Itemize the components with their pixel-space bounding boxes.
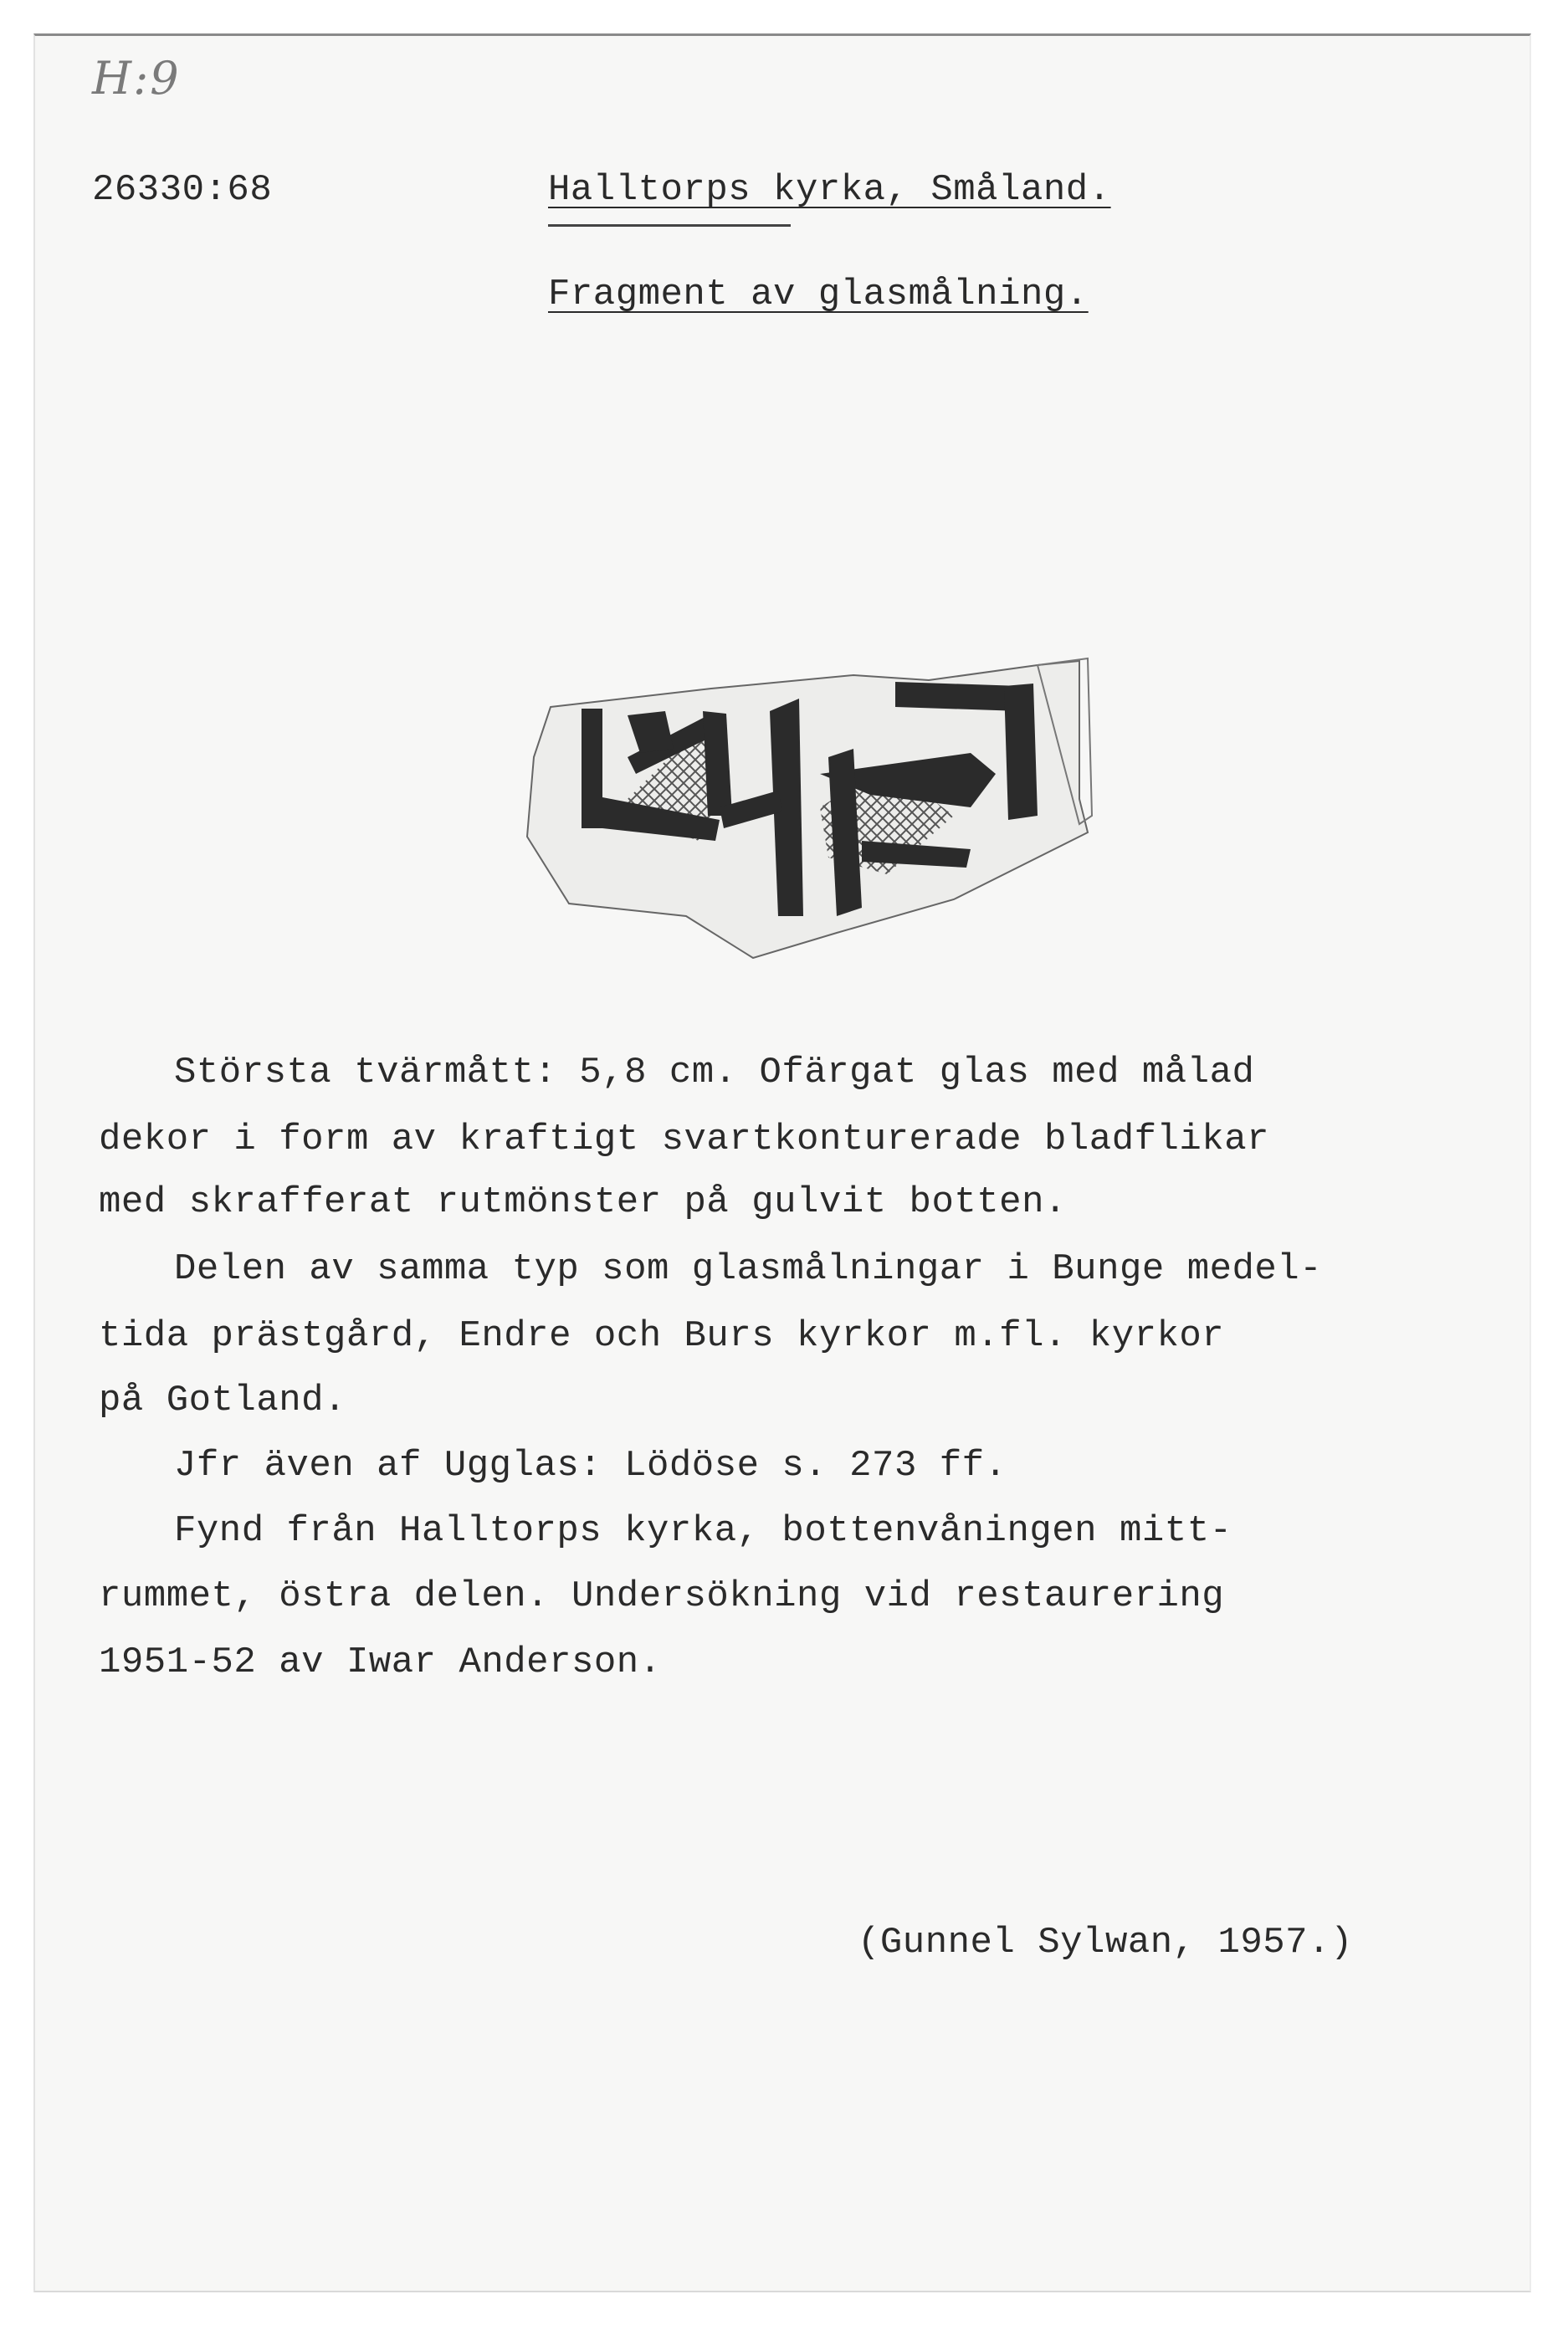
paragraph-line: Delen av samma typ som glasmålningar i Bunge medel- <box>174 1248 1323 1290</box>
paragraph-line: rummet, östra delen. Undersökning vid restaurering <box>99 1575 1225 1617</box>
paragraph-line: Jfr även af Ugglas: Lödöse s. 273 ff. <box>174 1445 1007 1487</box>
paragraph-line: på Gotland. <box>99 1380 346 1421</box>
signature: (Gunnel Sylwan, 1957.) <box>858 1922 1353 1964</box>
paragraph-line: tida prästgård, Endre och Burs kyrkor m.fl. kyrkor <box>99 1315 1225 1357</box>
handwritten-mark: H:9 <box>92 52 181 105</box>
glass-fragment-drawing <box>502 648 1104 1000</box>
paragraph-line: med skrafferat rutmönster på gulvit botten. <box>99 1181 1067 1223</box>
paragraph-line: Största tvärmått: 5,8 cm. Ofärgat glas med målad <box>174 1052 1255 1093</box>
subtitle: Fragment av glasmålning. <box>548 274 1089 315</box>
paragraph-line: Fynd från Halltorps kyrka, bottenvåningen mitt- <box>174 1510 1232 1552</box>
title: Halltorps kyrka, Småland. <box>548 169 1111 211</box>
title-rule <box>548 224 791 227</box>
catalog-number: 26330:68 <box>92 169 273 211</box>
paragraph-line: 1951-52 av Iwar Anderson. <box>99 1641 662 1683</box>
paragraph-line: dekor i form av kraftigt svartkonturerade bladflikar <box>99 1119 1270 1160</box>
